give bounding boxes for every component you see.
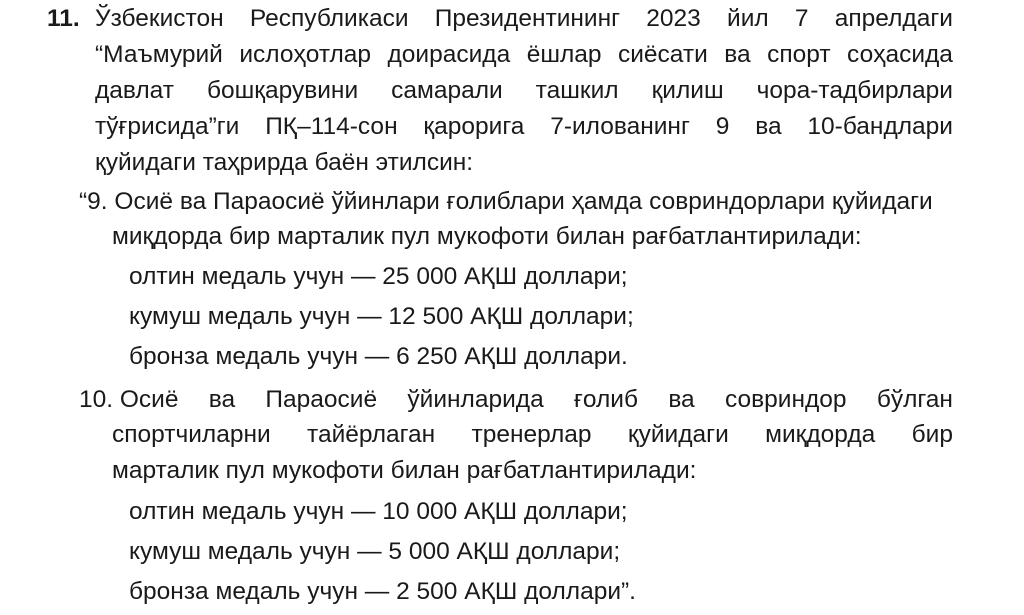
word: қилиш	[651, 77, 724, 104]
word: апрелдаги	[834, 5, 953, 32]
item-11-line-1	[95, 4, 953, 34]
word: 2023	[646, 5, 701, 32]
word: йил	[727, 5, 769, 32]
item-10-line-1	[79, 385, 953, 415]
word: спортчиларни	[112, 421, 271, 448]
item-10-line-3: марталик пул мукофоти билан рағбатлантирилади:	[112, 457, 697, 484]
word: ислоҳотлар	[239, 41, 372, 68]
word: ўйинларида	[407, 386, 544, 413]
word: давлат	[95, 77, 174, 104]
word: ва	[724, 41, 751, 68]
word: совриндор	[724, 386, 847, 413]
word: бўлган	[876, 386, 953, 413]
word: Республикаси	[249, 5, 409, 32]
item-11-line-4	[95, 112, 953, 142]
word: бир	[911, 421, 953, 448]
word: доирасида	[387, 41, 511, 68]
word: соҳасида	[847, 41, 953, 68]
word: тренерлар	[471, 421, 592, 448]
item-9-silver: кумуш медаль учун — 12 500 АҚШ доллари;	[129, 303, 634, 330]
word: ва	[668, 386, 695, 413]
word: ПҚ–114-сон	[265, 113, 398, 140]
word: чора-тадбирлари	[756, 77, 953, 104]
word: 9	[715, 113, 730, 140]
item-10-bronze: бронза медаль учун — 2 500 АҚШ доллари”.	[129, 578, 636, 605]
item-10-line-2	[112, 420, 953, 450]
word: Ўзбекистон	[95, 5, 224, 32]
word: Президентининг	[434, 5, 621, 32]
word: 7-илованинг	[550, 113, 690, 140]
item-9-line-2: миқдорда бир марталик пул мукофоти билан рағбатлантирилади:	[112, 223, 862, 250]
word: сиёсати	[618, 41, 708, 68]
item-11-number: 11.	[47, 5, 80, 32]
word: миқдорда	[765, 421, 876, 448]
item-9-line-1: “9. Осиё ва Параосиё ўйинлари ғолиблари ҳамда совриндорлари қуйидаги	[79, 188, 933, 215]
word: Параосиё	[265, 386, 378, 413]
word: ва	[755, 113, 782, 140]
item-9-bronze: бронза медаль учун — 6 250 АҚШ доллари.	[129, 343, 628, 370]
item-10-gold: олтин медаль учун — 10 000 АҚШ доллари;	[129, 498, 628, 525]
item-11-line-3	[95, 76, 953, 106]
word: ва	[208, 386, 236, 413]
item-10-silver: кумуш медаль учун — 5 000 АҚШ доллари;	[129, 538, 621, 565]
word: қуйидаги	[627, 421, 729, 448]
word: бошқарувини	[206, 77, 359, 104]
word: ғолиб	[573, 386, 639, 413]
item-11-line-5: қуйидаги таҳрирда баён этилсин:	[95, 149, 474, 176]
item-9-gold: олтин медаль учун — 25 000 АҚШ доллари;	[129, 263, 628, 290]
word: тўғрисида”ги	[95, 113, 240, 140]
item-11-line-2	[95, 40, 953, 70]
word: “Маъмурий	[95, 41, 223, 68]
word: ташкил	[535, 77, 619, 104]
word: спорт	[767, 41, 831, 68]
word: 10. Осиё	[79, 386, 179, 413]
word: самарали	[391, 77, 503, 104]
word: 10-бандлари	[807, 113, 953, 140]
word: қарорига	[423, 113, 525, 140]
word: ёшлар	[526, 41, 602, 68]
word: тайёрлаган	[307, 421, 436, 448]
word: 7	[794, 5, 809, 32]
